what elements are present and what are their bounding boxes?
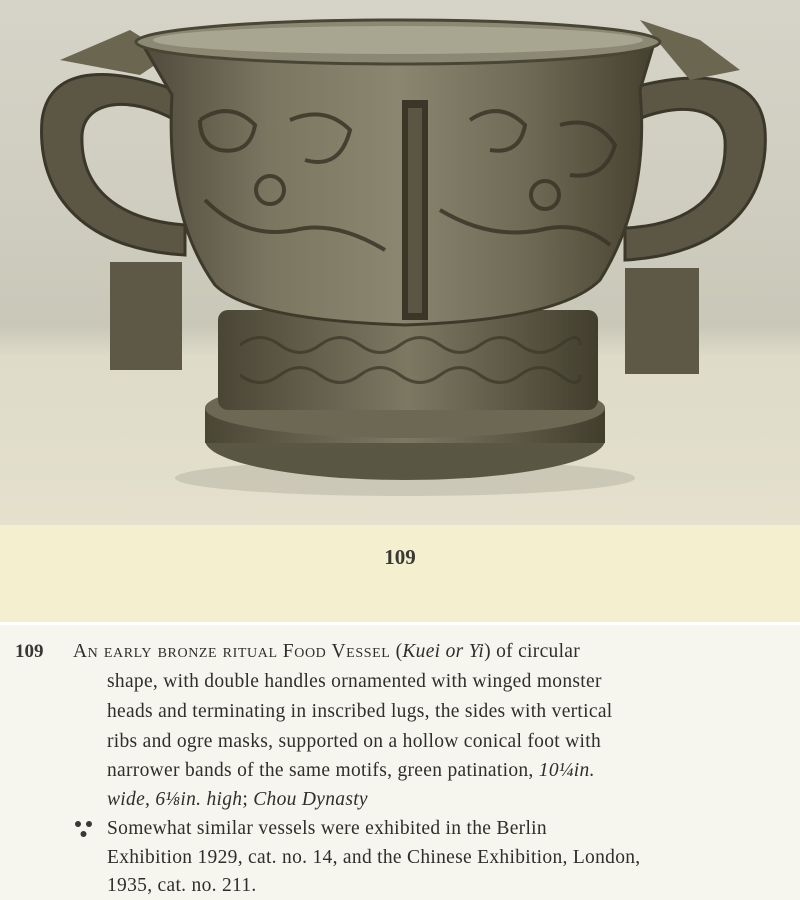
entry-paren-open: ( bbox=[390, 641, 403, 662]
entry-number: 109 bbox=[15, 641, 44, 662]
entry-height-dimension: wide, 6⅛in. high bbox=[107, 789, 243, 810]
entry-width-dimension: 10¼in. bbox=[538, 760, 595, 781]
entry-line-1 bbox=[73, 641, 580, 663]
right-handle bbox=[625, 78, 765, 260]
asterism-icon bbox=[72, 818, 100, 842]
plate-number: 109 bbox=[384, 545, 416, 569]
entry-line-6 bbox=[107, 789, 368, 811]
entry-line-5-text: narrower bands of the same motifs, green patination, bbox=[107, 760, 539, 781]
left-lug bbox=[110, 262, 182, 370]
entry-line-2: shape, with double handles ornamented with winged monster bbox=[107, 671, 602, 692]
entry-dynasty: Chou Dynasty bbox=[253, 789, 368, 810]
entry-paren-close: ) of circular bbox=[484, 641, 581, 662]
entry-separator: ; bbox=[242, 789, 254, 810]
plate-caption-band bbox=[0, 525, 800, 625]
note-line-3: 1935, cat. no. 211. bbox=[107, 875, 257, 896]
entry-title-italic: Kuei or Yi bbox=[402, 641, 485, 662]
note-line-2: Exhibition 1929, cat. no. 14, and the Chinese Exhibition, London, bbox=[107, 847, 641, 868]
entry-title-main: Food Vessel bbox=[282, 641, 391, 662]
left-handle bbox=[42, 75, 185, 255]
right-lug bbox=[625, 268, 699, 374]
note-line-1: Somewhat similar vessels were exhibited in the Berlin bbox=[107, 818, 547, 839]
entry-title-smallcaps: An early bronze ritual bbox=[73, 641, 278, 662]
entry-line-4: ribs and ogre masks, supported on a hollow conical foot with bbox=[107, 731, 602, 752]
entry-line-5 bbox=[107, 760, 595, 782]
entry-line-3: heads and terminating in inscribed lugs, the sides with vertical bbox=[107, 701, 613, 722]
